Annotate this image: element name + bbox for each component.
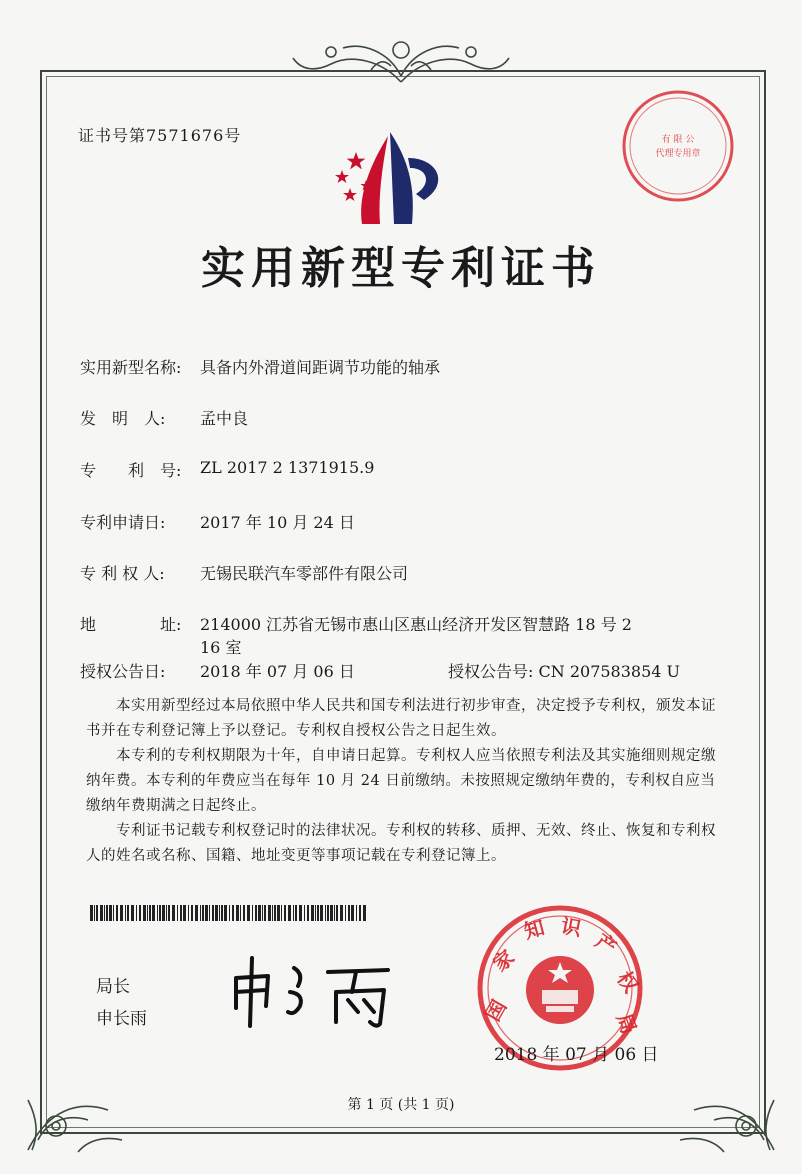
field-label: 授权公告号: xyxy=(448,662,534,681)
field-label: 专利申请日: xyxy=(80,513,166,532)
director-name: 申长雨 xyxy=(96,1009,147,1029)
seal-date: 2018 年 07 月 06 日 xyxy=(494,1045,659,1065)
publication-number xyxy=(448,659,680,682)
page-number: 第 1 页 (共 1 页) xyxy=(347,1097,455,1113)
svg-text:家: 家 xyxy=(488,945,519,977)
field-value: ZL 2017 2 1371915.9 xyxy=(200,458,375,477)
certificate-title: 实用新型专利证书 xyxy=(201,243,601,294)
barcode-icon xyxy=(90,905,370,921)
field-value: 孟中良 xyxy=(200,409,249,428)
certificate-number: 证书号第7571676号 xyxy=(78,126,242,145)
director-title: 局长 xyxy=(96,977,130,997)
field-label: 专 利 号: xyxy=(80,461,182,480)
filing-date-row xyxy=(80,510,355,533)
svg-text:识: 识 xyxy=(559,913,584,941)
field-value: 214000 江苏省无锡市惠山区惠山经济开发区智慧路 18 号 2 xyxy=(200,615,632,634)
agency-seal-icon xyxy=(618,86,738,206)
paragraph: 专利证书记载专利权登记时的法律状况。专利权的转移、质押、无效、终止、恢复和专利权人的姓名或名称、国籍、地址变更等事项记载在专利登记簿上。 xyxy=(86,823,716,864)
address-row xyxy=(80,612,632,635)
field-label: 实用新型名称: xyxy=(80,358,182,377)
patentee-row xyxy=(80,561,409,584)
svg-text:产: 产 xyxy=(590,928,622,960)
paragraph: 本实用新型经过本局依照中华人民共和国专利法进行初步审查，决定授予专利权，颁发本证书并在专利登记簿上予以登记。专利权自授权公告之日起生效。 xyxy=(86,698,716,739)
field-value: 具备内外滑道间距调节功能的轴承 xyxy=(200,358,441,377)
field-value: 2018 年 07 月 06 日 xyxy=(200,662,355,681)
top-ornament-icon xyxy=(271,30,531,90)
field-label: 地 址: xyxy=(80,615,182,634)
field-value: 16 室 xyxy=(200,638,242,657)
svg-text:有 限 公: 有 限 公 xyxy=(661,135,695,145)
field-label: 授权公告日: xyxy=(80,662,166,681)
field-value: 无锡民联汽车零部件有限公司 xyxy=(200,564,409,583)
director-signature-icon xyxy=(228,952,408,1032)
field-label: 专 利 权 人: xyxy=(80,564,165,583)
publication-date-row xyxy=(80,659,355,682)
field-label: 发 明 人: xyxy=(80,409,166,428)
utility-model-name-row xyxy=(80,355,441,378)
field-value: CN 207583854 U xyxy=(538,662,681,681)
patent-office-emblem-icon xyxy=(328,128,458,228)
svg-text:国: 国 xyxy=(480,995,512,1026)
patent-number-row xyxy=(80,458,375,481)
svg-text:权: 权 xyxy=(612,966,644,998)
svg-text:知: 知 xyxy=(521,915,547,944)
svg-text:代理专用章: 代理专用章 xyxy=(655,149,701,159)
svg-text:局: 局 xyxy=(611,1010,642,1038)
field-value: 2017 年 10 月 24 日 xyxy=(200,513,355,532)
paragraph: 本专利的专利权期限为十年，自申请日起算。专利权人应当依照专利法及其实施细则规定缴纳年费。本专利的年费应当在每年 10 月 24 日前缴纳。未按照规定缴纳年费的，专利权自应当缴纳年费期满之日起终止。 xyxy=(86,748,716,814)
inventor-row xyxy=(80,406,249,429)
